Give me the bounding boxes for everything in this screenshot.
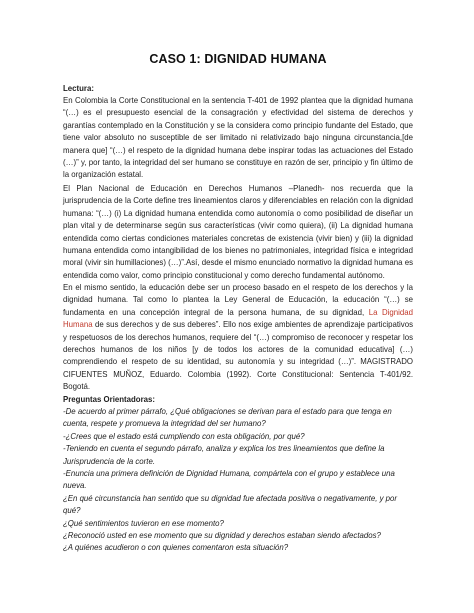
lectura-heading: Lectura:	[63, 84, 94, 93]
pregunta-6: ¿Qué sentimientos tuvieron en ese momento?	[63, 518, 224, 528]
pregunta-3: -Teniendo en cuenta el segundo párrafo, analiza y explica los tres lineamientos que define la Jurisprudencia de la corte.	[63, 444, 385, 466]
pregunta-7: ¿Reconoció usted en ese momento que su dignidad y derechos estaban siendo afectados?	[63, 531, 381, 541]
pregunta-1: -De acuerdo al primer párrafo, ¿Qué obligaciones se derivan para el estado para que tenga en cuenta, respete y promueva la integridad del ser humano?	[63, 407, 392, 429]
preguntas-heading: Preguntas Orientadoras:	[63, 395, 155, 404]
paragraph-2: El Plan Nacional de Educación en Derechos Humanos –Planedh- nos recuerda que la jurisprudencia de la Corte define tres lineamientos claros y diferenciables en relación con la dignidad humana: “(…) (i) La dignidad humana entendida como autonomía o como posibilidad de diseñar un plan vital y de determinarse según sus características (vivir como quiera), (ii) La dignidad humana entendida como ciertas condiciones materiales concretas de existencia (vivir bien) y (iii) la dignidad humana entendida como intangibilidad de los bienes no patrimoniales, integridad física e integridad moral (vivir sin humillaciones) (…)”.Así, desde el mismo enunciado normativo la dignidad humana es entendida como valor, como principio constitucional y como derecho fundamental autónomo.	[63, 184, 413, 280]
pregunta-2: -¿Crees que el estado está cumpliendo con esta obligación, por qué?	[63, 431, 305, 441]
preguntas-list	[63, 406, 413, 555]
paragraph-1: En Colombia la Corte Constitucional en la sentencia T-401 de 1992 plantea que la dignidad humana “(…) es el presupuesto esencial de la consagración y efectividad del sistema de derechos y garantías contemplado en la Constitución y se la considera como principio fundante del Estado, que tiene valor absoluto no susceptible de ser limitado ni relativizado bajo ninguna circunstancia,[de manera que] “(…) el respeto de la dignidad humana debe inspirar todas las actuaciones del Estado (…)” y, por tanto, la integridad del ser humano se constituye en razón de ser, principio y fin último de la organización estatal.	[63, 96, 413, 180]
pregunta-5: ¿En qué circunstancia han sentido que su dignidad fue afectada positiva o negativamente, y por qué?	[63, 493, 398, 516]
dignidad-humana-link[interactable]: La Dignidad Humana	[63, 307, 413, 330]
pregunta-4: -Enuncia una primera definición de Dignidad Humana, compártela con el grupo y establece una nueva.	[63, 469, 395, 491]
paragraph-3-part-1: En el mismo sentido, la educación debe ser un proceso basado en el respeto de los derechos y la dignidad humana. Tal como lo plantea la Ley General de Educación, la educación “(…) se fundamenta en una concepción integral de la persona humana, de su dignidad,	[63, 283, 413, 317]
page-title: CASO 1: DIGNIDAD HUMANA	[149, 52, 327, 66]
pregunta-8: ¿A quiénes acudieron o con quienes comentaron esta situación?	[63, 543, 289, 553]
paragraph-3	[63, 282, 413, 394]
paragraph-3-part-2: de sus derechos y de sus deberes”. Ello nos exige ambientes de aprendizaje participativos y respetuosos de los derechos humanos, requiere del “(…) compromiso de reconocer y respetar los derechos humanos de los niños [y de todos los actores de la comunidad educativa] (…) comprendiendo el respeto de su identidad, su autonomía y su integridad (…)”. MAGISTRADO CIFUENTES MUÑOZ, Eduardo. Colombia (1992). Corte Constitucional: Sentencia T-401/92. Bogotá.	[63, 320, 413, 392]
